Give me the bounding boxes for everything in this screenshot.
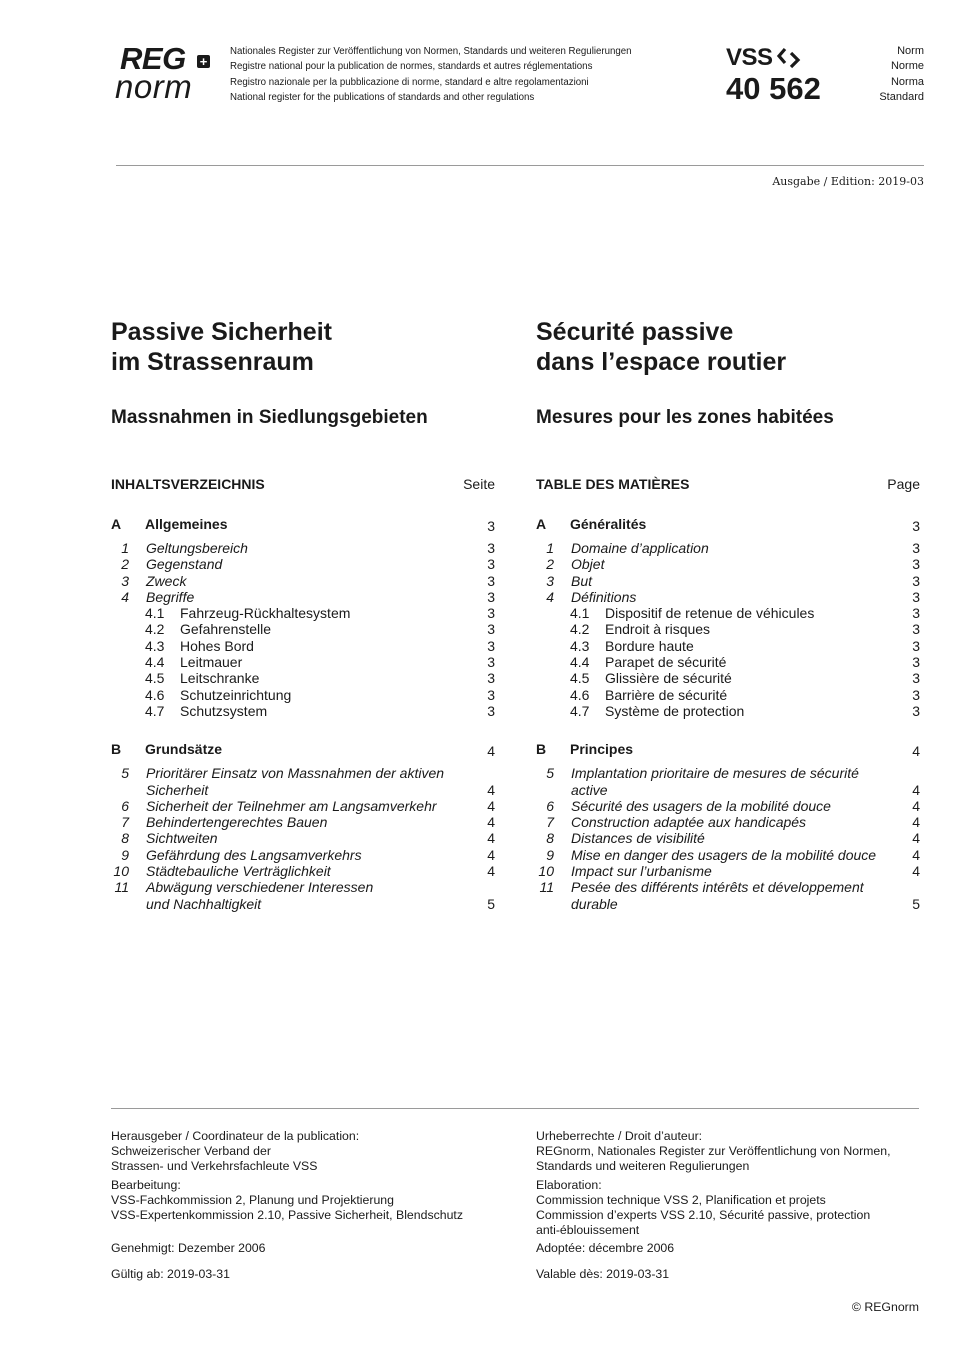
toc-section-a [111,516,495,534]
item-title: But [571,572,593,589]
item-page: 4 [912,846,920,863]
item-page: 3 [487,556,495,573]
norm-type-labels [879,44,924,105]
item-title: Définitions [571,588,637,605]
item-page: 4 [487,814,495,831]
title-de [111,317,332,377]
section-title: Grundsätze [145,741,223,758]
subitem-page: 3 [912,605,920,622]
elaboration-line: Commission technique VSS 2, Planification et projets [536,1193,826,1207]
section-title: Principes [570,741,634,758]
logo-plus-icon: + [197,55,210,68]
toc-subitem [536,638,920,654]
subitem-page: 3 [912,637,920,654]
item-page: 5 [487,895,495,912]
toc-item [536,798,920,814]
item-page: 5 [912,895,920,912]
section-page: 3 [487,517,495,534]
toc-item [536,863,920,879]
toc-item [536,814,920,830]
item-number: 2 [121,556,129,573]
item-page: 3 [487,588,495,605]
item-title: Prioritärer Einsatz von Massnahmen der aktiven Sicherheit [146,765,445,798]
toc-heading: TABLE DES MATIÈRES [536,476,690,492]
toc-item [536,847,920,863]
item-page: 4 [487,846,495,863]
toc-item [111,847,495,863]
toc-item [111,765,495,798]
subitem-page: 3 [912,670,920,687]
toc-subitem [111,638,495,654]
elaboration-line: Commission d’experts VSS 2.10, Sécurité passive, protection [536,1208,871,1222]
subitem-page: 3 [912,621,920,638]
toc-subitem [111,654,495,670]
editing-info [111,1178,463,1223]
subitem-page: 3 [487,702,495,719]
item-number: 1 [121,540,129,556]
elaboration-line: anti-éblouissement [536,1223,640,1237]
registry-line-en: National register for the publications of standards and other regulations [230,91,535,103]
toc-fr [536,476,920,912]
toc-page-label: Page [887,476,920,492]
item-page: 3 [912,556,920,573]
item-page: 4 [912,863,920,880]
item-page: 3 [912,540,920,556]
copyright-info [536,1129,891,1174]
toc-subitem [111,605,495,621]
toc-section-b [111,741,495,759]
item-title: Geltungsbereich [146,540,248,556]
norm-label-de: Norm [897,45,924,57]
toc-subitem [536,670,920,686]
copyright-notice: © REGnorm [851,1300,919,1314]
subitem-number: 4.4 [570,654,590,671]
item-number: 2 [546,556,554,573]
logo-reg-text: REG [120,41,186,76]
subitem-number: 4.1 [570,605,590,622]
item-title: Impact sur l’urbanisme [571,863,712,880]
item-number: 1 [546,540,554,556]
registry-line-fr: Registre national pour la publication de normes, standards et autres réglementations [230,61,593,73]
toc-header [536,476,920,494]
approved-date: Genehmigt: Dezember 2006 [111,1241,266,1255]
item-number: 3 [546,572,554,589]
toc-de [111,476,495,912]
toc-subitem [111,703,495,719]
section-title: Allgemeines [145,516,228,532]
item-title: Behindertengerechtes Bauen [146,814,328,831]
item-number: 5 [546,765,554,782]
item-number: 10 [538,863,554,880]
section-page: 3 [912,517,920,534]
toc-item [111,540,495,556]
section-title: Généralités [570,516,647,532]
item-title: Sicherheit der Teilnehmer am Langsamverkehr [146,797,437,814]
item-title: Abwägung verschiedener Interessen und Nachhaltigkeit [146,879,374,912]
vss-standard-block [726,44,821,106]
item-page: 4 [912,814,920,831]
item-title: Zweck [146,572,187,589]
toc-item [111,863,495,879]
toc-item [536,765,920,798]
item-number: 9 [121,846,129,863]
subitem-title: Schutzeinrichtung [180,686,292,703]
subtitle-de: Massnahmen in Siedlungsgebieten [111,407,428,428]
subitem-title: Barrière de sécurité [605,686,728,703]
item-number: 7 [121,814,129,831]
subitem-title: Leitmauer [180,654,243,671]
item-page: 3 [912,588,920,605]
section-letter: B [111,741,122,758]
subitem-number: 4.7 [570,702,590,719]
subitem-number: 4.5 [570,670,590,687]
editing-label: Bearbeitung: [111,1178,181,1192]
item-number: 6 [121,797,129,814]
publisher-label: Herausgeber / Coordinateur de la publication: [111,1129,360,1143]
copyright-line: REGnorm, Nationales Register zur Veröffentlichung von Normen, [536,1144,891,1158]
item-page: 3 [487,540,495,556]
subitem-title: Glissière de sécurité [605,670,732,687]
subitem-page: 3 [912,686,920,703]
toc-item [536,556,920,572]
subitem-number: 4.7 [145,702,165,719]
item-number: 9 [546,846,554,863]
norm-label-it: Norma [890,75,924,88]
publisher-line: Strassen- und Verkehrsfachleute VSS [111,1159,318,1173]
subitem-page: 3 [487,621,495,638]
item-number: 8 [546,830,554,847]
item-page: 4 [912,830,920,847]
header-divider [116,165,924,166]
section-letter: B [536,741,547,758]
subitem-title: Système de protection [605,702,745,719]
subitem-title: Leitschranke [180,670,260,687]
subitem-title: Parapet de sécurité [605,654,727,671]
copyright-line: Standards und weiteren Regulierungen [536,1159,750,1173]
item-page: 4 [487,797,495,814]
section-letter: A [111,516,122,532]
toc-subitem [536,621,920,637]
item-number: 10 [113,863,129,880]
subitem-page: 3 [487,605,495,622]
item-number: 7 [546,814,554,831]
subitem-number: 4.2 [145,621,165,638]
item-title: Begriffe [146,588,195,605]
item-title: Gefährdung des Langsamverkehrs [146,846,362,863]
vss-logo-text: VSS [726,44,773,71]
adopted-date: Adoptée: décembre 2006 [536,1241,675,1255]
norm-label-en: Standard [879,90,924,103]
subitem-page: 3 [487,654,495,671]
title-fr-line1: Sécurité passive [536,318,734,346]
toc-subitem [536,703,920,719]
item-page: 4 [487,863,495,880]
subitem-title: Dispositif de retenue de véhicules [605,605,815,622]
toc-item [111,879,495,912]
elaboration-info [536,1178,870,1238]
item-number: 8 [121,830,129,847]
section-page: 4 [487,742,495,759]
logo-norm-text: norm [115,68,193,105]
item-title: Sichtweiten [146,830,218,847]
footer-divider [111,1108,919,1109]
toc-item [111,798,495,814]
title-de-line2: im Strassenraum [111,348,314,376]
section-letter: A [536,516,547,532]
item-title: Objet [571,556,605,573]
item-title: Implantation prioritaire de mesures de sécurité active [571,765,859,798]
toc-section-a [536,516,920,534]
toc-heading: INHALTSVERZEICHNIS [111,476,265,492]
subitem-number: 4.1 [145,605,165,622]
subitem-title: Gefahrenstelle [180,621,272,638]
item-title: Construction adaptée aux handicapés [571,814,807,831]
toc-subitem [111,687,495,703]
toc-section-b [536,741,920,759]
subitem-page: 3 [912,702,920,719]
subitem-number: 4.3 [145,637,165,654]
toc-item [111,589,495,605]
item-page: 3 [912,572,920,589]
section-page: 4 [912,742,920,759]
standard-number: 40 562 [726,71,821,106]
title-de-line1: Passive Sicherheit [111,318,332,346]
subtitle-fr: Mesures pour les zones habitées [536,407,834,428]
toc-item [111,830,495,846]
item-title: Mise en danger des usagers de la mobilité douce [571,846,877,863]
regnorm-logo [113,41,218,105]
title-fr [536,317,786,377]
item-number: 3 [121,572,129,589]
toc-header [111,476,495,494]
subitem-title: Hohes Bord [180,637,254,654]
item-page: 4 [487,830,495,847]
toc-item [536,879,920,912]
toc-subitem [536,605,920,621]
toc-item [536,830,920,846]
vss-arrows-icon [776,47,802,69]
registry-line-de: Nationales Register zur Veröffentlichung von Normen, Standards und weiteren Regulierungen [230,46,632,57]
item-title: Gegenstand [146,556,223,573]
toc-page-label: Seite [463,476,495,492]
toc-subitem [111,621,495,637]
valid-from-date-fr: Valable dès: 2019-03-31 [536,1267,670,1281]
title-fr-line2: dans l’espace routier [536,348,787,376]
item-title: Pesée des différents intérêts et développement durable [571,879,864,912]
toc-subitem [536,654,920,670]
item-number: 4 [121,588,129,605]
item-number: 5 [121,765,129,782]
valid-from-date: Gültig ab: 2019-03-31 [111,1267,230,1281]
subitem-number: 4.6 [145,686,165,703]
registry-line-it: Registro nazionale per la pubblicazione di norme, standard e altre regolamentazioni [230,76,589,88]
registry-description [230,44,632,105]
subitem-page: 3 [487,686,495,703]
copyright-label: Urheberrechte / Droit d’auteur: [536,1129,703,1143]
norm-label-fr: Norme [890,60,924,73]
edition-date: Ausgabe / Edition: 2019-03 [772,175,924,188]
item-title: Sécurité des usagers de la mobilité douce [571,797,831,814]
item-number: 11 [539,879,554,896]
item-title: Städtebauliche Verträglichkeit [146,863,331,880]
item-title: Domaine d’application [571,540,709,556]
elaboration-label: Elaboration: [536,1178,602,1192]
toc-subitem [536,687,920,703]
item-page: 4 [487,781,495,798]
subitem-page: 3 [487,637,495,654]
subitem-page: 3 [912,654,920,671]
publisher-line: Schweizerischer Verband der [111,1144,271,1158]
subitem-number: 4.5 [145,670,165,687]
subitem-number: 4.6 [570,686,590,703]
item-title: Distances de visibilité [571,830,705,847]
toc-subitem [111,670,495,686]
toc-item [111,814,495,830]
item-number: 11 [114,879,129,896]
subitem-title: Fahrzeug-Rückhaltesystem [180,605,351,622]
subitem-number: 4.3 [570,637,590,654]
toc-item [536,573,920,589]
item-page: 4 [912,797,920,814]
item-page: 4 [912,781,920,798]
subitem-title: Bordure haute [605,637,694,654]
editing-line: VSS-Expertenkommission 2.10, Passive Sicherheit, Blendschutz [111,1208,463,1222]
editing-line: VSS-Fachkommission 2, Planung und Projektierung [111,1193,394,1207]
toc-item [536,540,920,556]
subitem-number: 4.2 [570,621,590,638]
subitem-number: 4.4 [145,654,165,671]
toc-item [111,573,495,589]
toc-item [111,556,495,572]
toc-item [536,589,920,605]
item-number: 4 [546,588,554,605]
vss-logo [726,44,821,72]
subitem-title: Schutzsystem [180,702,268,719]
subitem-title: Endroit à risques [605,621,711,638]
publisher-info [111,1129,359,1174]
item-page: 3 [487,572,495,589]
item-number: 6 [546,797,554,814]
subitem-page: 3 [487,670,495,687]
